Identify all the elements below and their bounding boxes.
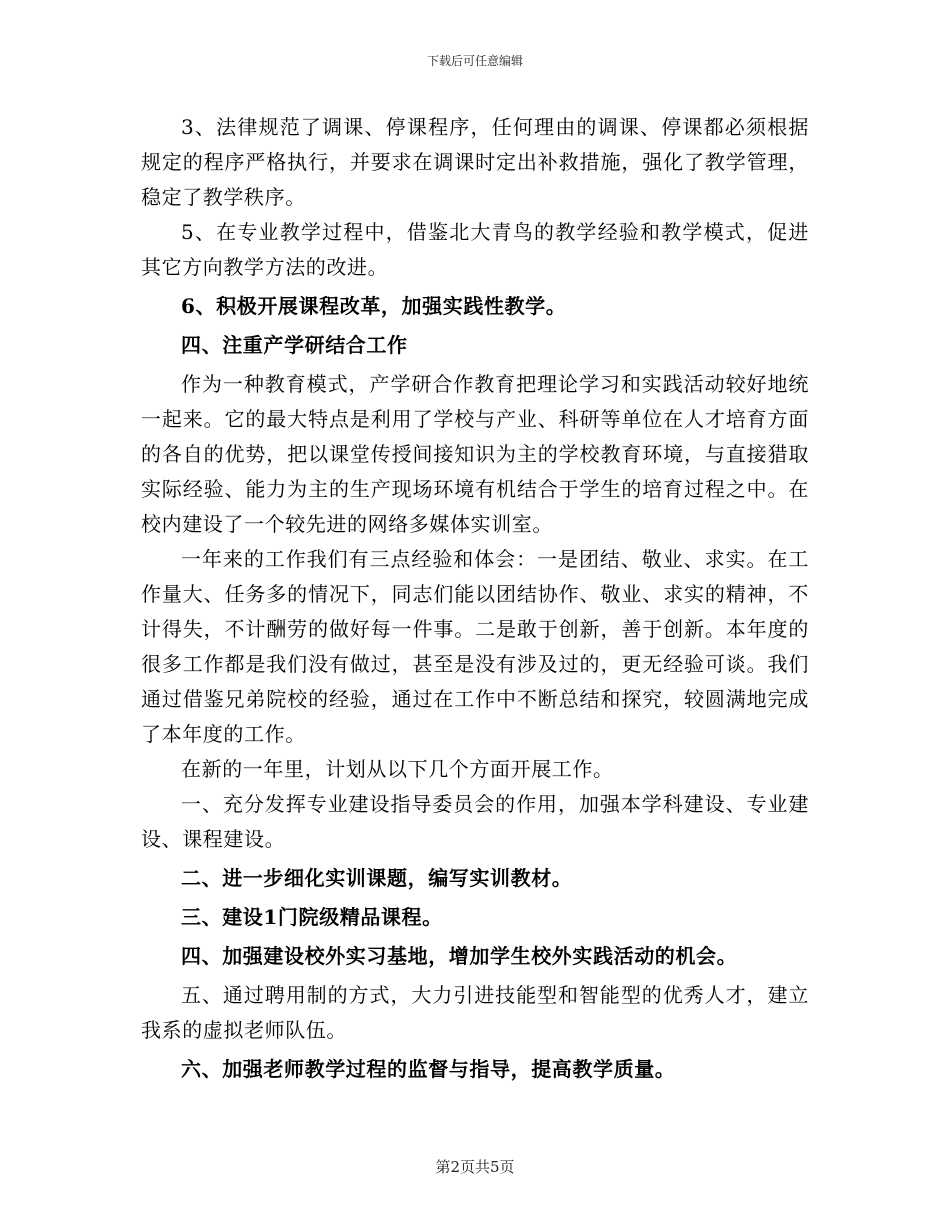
- paragraph: 五、通过聘用制的方式，大力引进技能型和智能型的优秀人才，建立我系的虚拟老师队伍。: [141, 983, 809, 1042]
- document-body: [141, 110, 809, 1091]
- page-number: 第2页共5页: [435, 1158, 515, 1176]
- page-header: 下载后可任意编辑: [426, 54, 523, 68]
- paragraph: 5、在专业教学过程中，借鉴北大青鸟的教学经验和教学模式，促进其它方向教学方法的改进。: [141, 220, 809, 279]
- bold-paragraph: 二、进一步细化实训课题，编写实训教材。: [181, 866, 573, 890]
- paragraph: 一、充分发挥专业建设指导委员会的作用，加强本学科建设、专业建设、课程建设。: [141, 792, 809, 851]
- paragraph: 在新的一年里，计划从以下几个方面开展工作。: [181, 757, 614, 781]
- bold-paragraph: 六、加强老师教学过程的监督与指导，提高教学质量。: [181, 1057, 676, 1081]
- paragraph: 一年来的工作我们有三点经验和体会：一是团结、敬业、求实。在工作量大、任务多的情况下，同志们能以团结协作、敬业、求实的精神，不计得失，不计酬劳的做好每一件事。二是敢于创新，善于创新。本年度的很多工作都是我们没有做过，甚至是没有涉及过的，更无经验可谈。我们通过借鉴兄弟院校的经验，通过在工作中不断总结和探究，较圆满地完成了本年度的工作。: [141, 547, 809, 746]
- paragraph: 作为一种教育模式，产学研合作教育把理论学习和实践活动较好地统一起来。它的最大特点是利用了学校与产业、科研等单位在人才培育方面的各自的优势，把以课堂传授间接知识为主的学校教育环境，与直接猎取实际经验、能力为主的生产现场环境有机结合于学生的培育过程之中。在校内建设了一个较先进的网络多媒体实训室。: [141, 372, 809, 536]
- bold-paragraph: 6、积极开展课程改革，加强实践性教学。: [181, 294, 567, 318]
- paragraph: 3、法律规范了调课、停课程序，任何理由的调课、停课都必须根据规定的程序严格执行，并要求在调课时定出补救措施，强化了教学管理，稳定了教学秩序。: [141, 115, 809, 209]
- bold-paragraph: 三、建设1门院级精品课程。: [181, 905, 443, 929]
- bold-paragraph: 四、加强建设校外实习基地，增加学生校外实践活动的机会。: [181, 944, 738, 968]
- section-heading: 四、注重产学研结合工作: [181, 333, 408, 357]
